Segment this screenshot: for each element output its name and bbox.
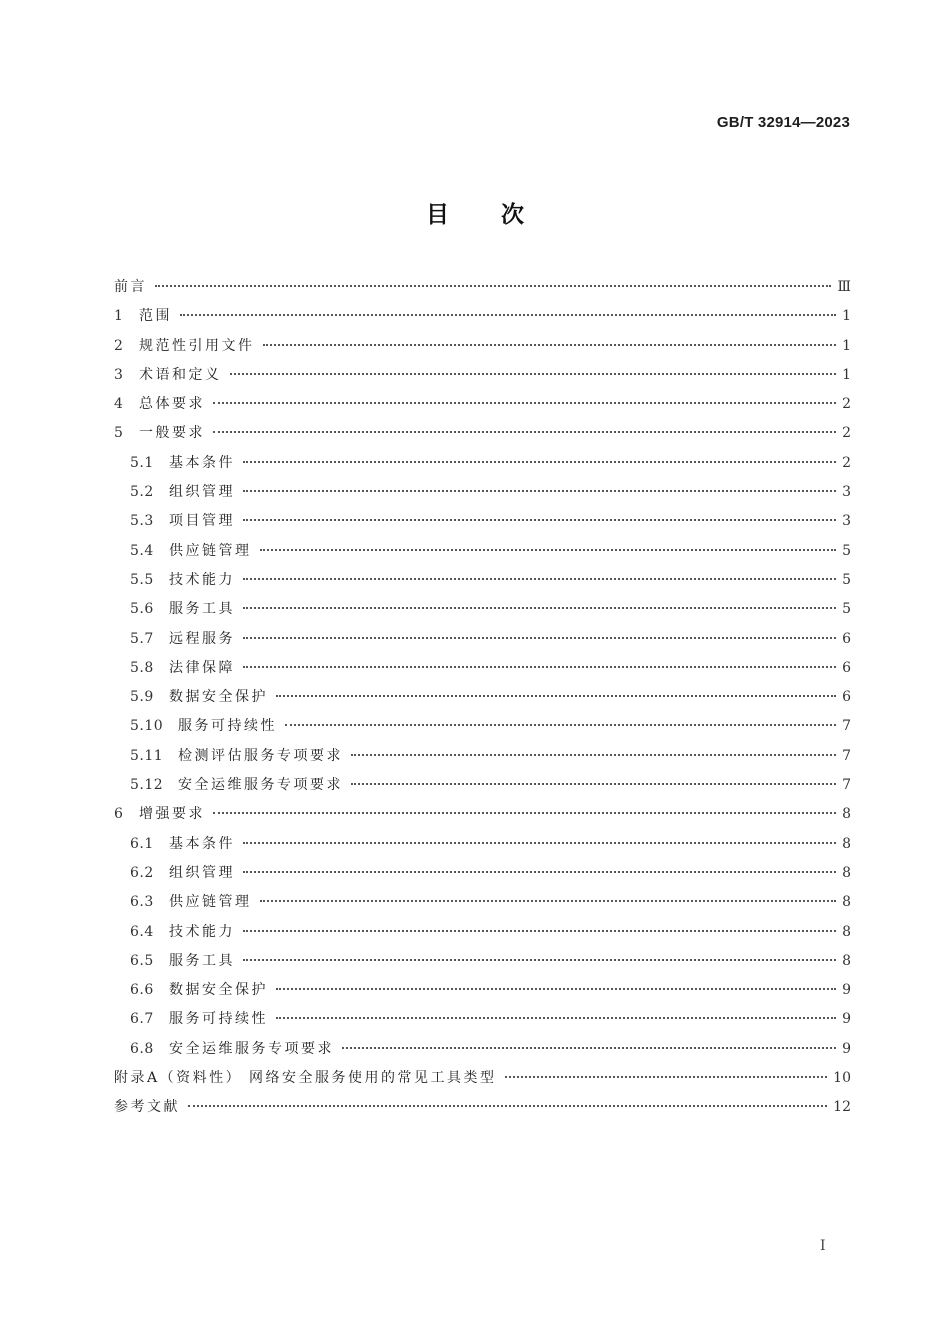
toc-entry-page: 1 — [842, 308, 851, 325]
toc-entry-number: 2 — [114, 337, 124, 354]
toc-entry[interactable] — [114, 771, 851, 800]
toc-entry-number: 6 — [114, 806, 124, 823]
toc-entry-label: 数据安全保护 — [169, 982, 268, 999]
toc-entry[interactable] — [114, 419, 851, 448]
toc-entry-page: 1 — [842, 337, 851, 354]
dot-leader — [260, 549, 837, 551]
toc-entry[interactable] — [114, 1093, 851, 1122]
dot-leader — [505, 1076, 828, 1078]
toc-entry[interactable] — [114, 1035, 851, 1064]
toc-entry-number: 5.2 — [130, 484, 154, 501]
dot-leader — [263, 344, 837, 346]
toc-entry-number: 5 — [114, 425, 124, 442]
dot-leader — [213, 402, 836, 404]
standard-code: GB/T 32914—2023 — [716, 114, 850, 131]
toc-entry[interactable] — [114, 537, 851, 566]
dot-leader — [276, 695, 836, 697]
page-number: I — [820, 1238, 826, 1254]
toc-entry-label: 服务可持续性 — [169, 1011, 268, 1028]
dot-leader — [188, 1105, 827, 1107]
dot-leader — [351, 783, 836, 785]
toc-entry[interactable] — [114, 1064, 851, 1093]
toc-entry-page: 3 — [842, 513, 851, 530]
dot-leader — [243, 519, 836, 521]
toc-entry-page: 9 — [842, 1040, 851, 1057]
toc-entry[interactable] — [114, 361, 851, 390]
toc-entry-label: 供应链管理 — [169, 894, 252, 911]
toc-entry[interactable] — [114, 595, 851, 624]
toc-entry[interactable] — [114, 654, 851, 683]
toc-entry-page: 1 — [842, 366, 851, 383]
toc-entry-label: 项目管理 — [169, 513, 235, 530]
toc-entry-number: 1 — [114, 308, 124, 325]
toc-entry-label: 组织管理 — [169, 864, 235, 881]
toc-entry-page: 9 — [842, 982, 851, 999]
toc-entry[interactable] — [114, 332, 851, 361]
toc-entry-page: 5 — [842, 571, 851, 588]
page-title: 目次 — [426, 202, 576, 228]
toc-entry-label: 增强要求 — [139, 806, 205, 823]
dot-leader — [243, 490, 836, 492]
toc-entry-label: 服务可持续性 — [178, 718, 277, 735]
toc-entry[interactable] — [114, 712, 851, 741]
dot-leader — [260, 900, 837, 902]
toc-entry-page: 8 — [842, 894, 851, 911]
toc-entry-label: 前言 — [114, 279, 147, 295]
dot-leader — [243, 871, 836, 873]
dot-leader — [243, 578, 836, 580]
toc-entry-page: 7 — [842, 718, 851, 735]
toc-entry-page: 8 — [842, 923, 851, 940]
toc-entry-page: 6 — [842, 659, 851, 676]
toc-entry-number: 5.10 — [130, 718, 164, 735]
dot-leader — [276, 988, 836, 990]
toc-entry[interactable] — [114, 507, 851, 536]
toc-entry[interactable] — [114, 888, 851, 917]
toc-entry-page: 8 — [842, 806, 851, 823]
toc-entry-number: 6.4 — [130, 923, 154, 940]
toc-entry-page: 9 — [842, 1011, 851, 1028]
toc-entry[interactable] — [114, 800, 851, 829]
dot-leader — [230, 373, 837, 375]
toc-entry-page: 2 — [842, 396, 851, 413]
toc-entry[interactable] — [114, 625, 851, 654]
toc-entry-number: 6.1 — [130, 835, 154, 852]
dot-leader — [243, 930, 836, 932]
toc-entry[interactable] — [114, 390, 851, 419]
toc-entry-label: 服务工具 — [169, 952, 235, 969]
toc-entry[interactable] — [114, 302, 851, 331]
dot-leader — [243, 607, 836, 609]
toc-entry[interactable] — [114, 947, 851, 976]
toc-entry-page: 6 — [842, 630, 851, 647]
toc-entry-label: 规范性引用文件 — [139, 337, 255, 354]
dot-leader — [243, 461, 836, 463]
dot-leader — [243, 666, 836, 668]
toc-entry[interactable] — [114, 976, 851, 1005]
toc-entry-page: 2 — [842, 454, 851, 471]
toc-entry-label: 安全运维服务专项要求 — [169, 1040, 334, 1057]
toc-entry-label: 总体要求 — [139, 396, 205, 413]
dot-leader — [243, 959, 836, 961]
toc-entry[interactable] — [114, 742, 851, 771]
dot-leader — [180, 314, 836, 316]
toc-entry[interactable] — [114, 918, 851, 947]
toc-entry-label: 检测评估服务专项要求 — [178, 747, 343, 764]
toc-entry[interactable] — [114, 273, 851, 302]
dot-leader — [155, 285, 831, 287]
toc-entry-number: 6.6 — [130, 982, 154, 999]
toc-entry[interactable] — [114, 1005, 851, 1034]
toc-entry-label: 术语和定义 — [139, 366, 222, 383]
toc-entry-page: 5 — [842, 542, 851, 559]
toc-entry-page: 7 — [842, 747, 851, 764]
dot-leader — [342, 1047, 836, 1049]
toc-entry-page: 10 — [833, 1070, 851, 1087]
dot-leader — [276, 1017, 836, 1019]
toc-entry-number: 5.11 — [130, 747, 164, 764]
toc-entry-number: 5.4 — [130, 542, 154, 559]
toc-entry-number: 5.6 — [130, 601, 154, 618]
toc-entry-label: 远程服务 — [169, 630, 235, 647]
toc-entry-label: 附录A（资料性） 网络安全服务使用的常见工具类型 — [114, 1070, 497, 1087]
toc-entry[interactable] — [114, 683, 851, 712]
toc-entry-number: 5.7 — [130, 630, 154, 647]
toc-entry-page: 8 — [842, 835, 851, 852]
toc-entry-page: 3 — [842, 484, 851, 501]
toc-entry-number: 5.12 — [130, 777, 164, 794]
toc-entry-page: 6 — [842, 689, 851, 706]
toc-entry-page: Ⅲ — [837, 279, 851, 295]
toc-entry-label: 供应链管理 — [169, 542, 252, 559]
toc-entry[interactable] — [114, 830, 851, 859]
toc-entry-number: 5.8 — [130, 659, 154, 676]
toc-entry-number: 5.5 — [130, 571, 154, 588]
dot-leader — [213, 812, 836, 814]
toc-entry-number: 5.1 — [130, 454, 154, 471]
toc-entry-number: 6.2 — [130, 864, 154, 881]
toc-entry-label: 安全运维服务专项要求 — [178, 777, 343, 794]
table-of-contents — [114, 273, 851, 1123]
toc-entry-number: 3 — [114, 366, 124, 383]
dot-leader — [213, 431, 836, 433]
toc-entry-label: 法律保障 — [169, 659, 235, 676]
toc-entry-label: 基本条件 — [169, 454, 235, 471]
dot-leader — [351, 754, 836, 756]
toc-entry-label: 技术能力 — [169, 571, 235, 588]
toc-entry[interactable] — [114, 449, 851, 478]
dot-leader — [285, 724, 836, 726]
toc-entry-number: 6.3 — [130, 894, 154, 911]
toc-entry[interactable] — [114, 566, 851, 595]
toc-entry-label: 范围 — [139, 308, 172, 325]
toc-entry-page: 5 — [842, 601, 851, 618]
toc-entry-label: 基本条件 — [169, 835, 235, 852]
toc-entry-label: 数据安全保护 — [169, 689, 268, 706]
toc-entry-page: 7 — [842, 777, 851, 794]
toc-entry-label: 技术能力 — [169, 923, 235, 940]
toc-entry-label: 参考文献 — [114, 1099, 180, 1116]
dot-leader — [243, 637, 836, 639]
toc-entry-page: 8 — [842, 864, 851, 881]
toc-entry-number: 4 — [114, 396, 124, 413]
toc-entry-number: 6.5 — [130, 952, 154, 969]
toc-entry-number: 6.7 — [130, 1011, 154, 1028]
toc-entry[interactable] — [114, 478, 851, 507]
toc-entry-number: 5.9 — [130, 689, 154, 706]
toc-entry-label: 一般要求 — [139, 425, 205, 442]
toc-entry-label: 组织管理 — [169, 484, 235, 501]
toc-entry-page: 2 — [842, 425, 851, 442]
toc-entry-number: 5.3 — [130, 513, 154, 530]
toc-entry-page: 8 — [842, 952, 851, 969]
toc-entry[interactable] — [114, 859, 851, 888]
toc-entry-label: 服务工具 — [169, 601, 235, 618]
toc-entry-number: 6.8 — [130, 1040, 154, 1057]
dot-leader — [243, 842, 836, 844]
toc-entry-page: 12 — [833, 1099, 851, 1116]
